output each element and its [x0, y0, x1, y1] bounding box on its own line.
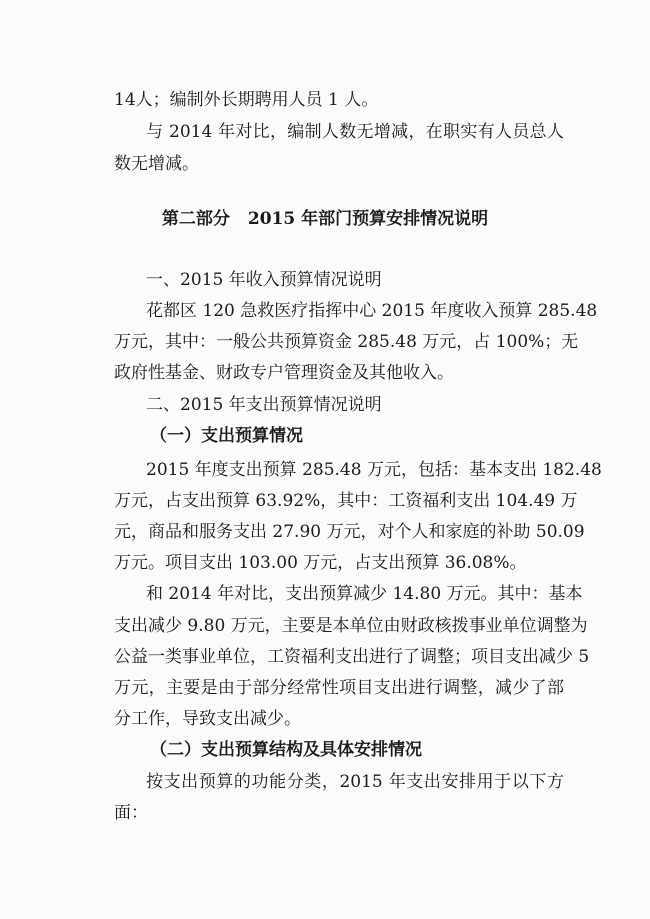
paragraph-line: 支出减少 9.80 万元，主要是本单位由财政核拨事业单位调整为 [114, 616, 588, 636]
subheading-expense: （一）支出预算情况 [150, 426, 303, 446]
paragraph-line: 按支出预算的功能分类，2015 年支出安排用于以下方 [146, 772, 564, 792]
subheading-structure: （二）支出预算结构及具体安排情况 [150, 740, 422, 760]
section-title-text: 2015 年部门预算安排情况说明 [247, 209, 489, 229]
paragraph-line: 和 2014 年对比，支出预算减少 14.80 万元。其中：基本 [146, 584, 583, 604]
paragraph-line: 花都区 120 急救医疗指挥中心 2015 年度收入预算 285.48 [146, 301, 598, 321]
paragraph-line: 万元，主要是由于部分经常性项目支出进行调整，减少了部 [114, 678, 564, 698]
paragraph-line: 与 2014 年对比，编制人数无增减，在职实有人员总人 [146, 122, 564, 142]
paragraph-line: 2015 年度支出预算 285.48 万元，包括：基本支出 182.48 [146, 460, 602, 480]
paragraph-line: 万元，占支出预算 63.92%，其中：工资福利支出 104.49 万 [114, 491, 578, 511]
paragraph-line: 分工作，导致支出减少。 [114, 709, 301, 729]
paragraph-line: 万元，其中：一般公共预算资金 285.48 万元，占 100%；无 [114, 332, 579, 352]
paragraph-line: 面： [114, 803, 148, 823]
heading-expense: 二、2015 年支出预算情况说明 [146, 395, 382, 415]
heading-income: 一、2015 年收入预算情况说明 [146, 270, 382, 290]
paragraph-line: 14人；编制外长期聘用人员 1 人。 [114, 90, 379, 110]
paragraph-line: 公益一类事业单位，工资福利支出进行了调整；项目支出减少 5 [114, 647, 590, 667]
section-title [0, 207, 650, 231]
paragraph-line: 万元。项目支出 103.00 万元，占支出预算 36.08%。 [114, 553, 527, 573]
paragraph-line: 数无增减。 [114, 154, 199, 174]
section-title-part: 第二部分 [161, 209, 230, 229]
paragraph-line: 元，商品和服务支出 27.90 万元，对个人和家庭的补助 50.09 [114, 522, 585, 542]
paragraph-line: 政府性基金、财政专户管理资金及其他收入。 [114, 363, 454, 383]
